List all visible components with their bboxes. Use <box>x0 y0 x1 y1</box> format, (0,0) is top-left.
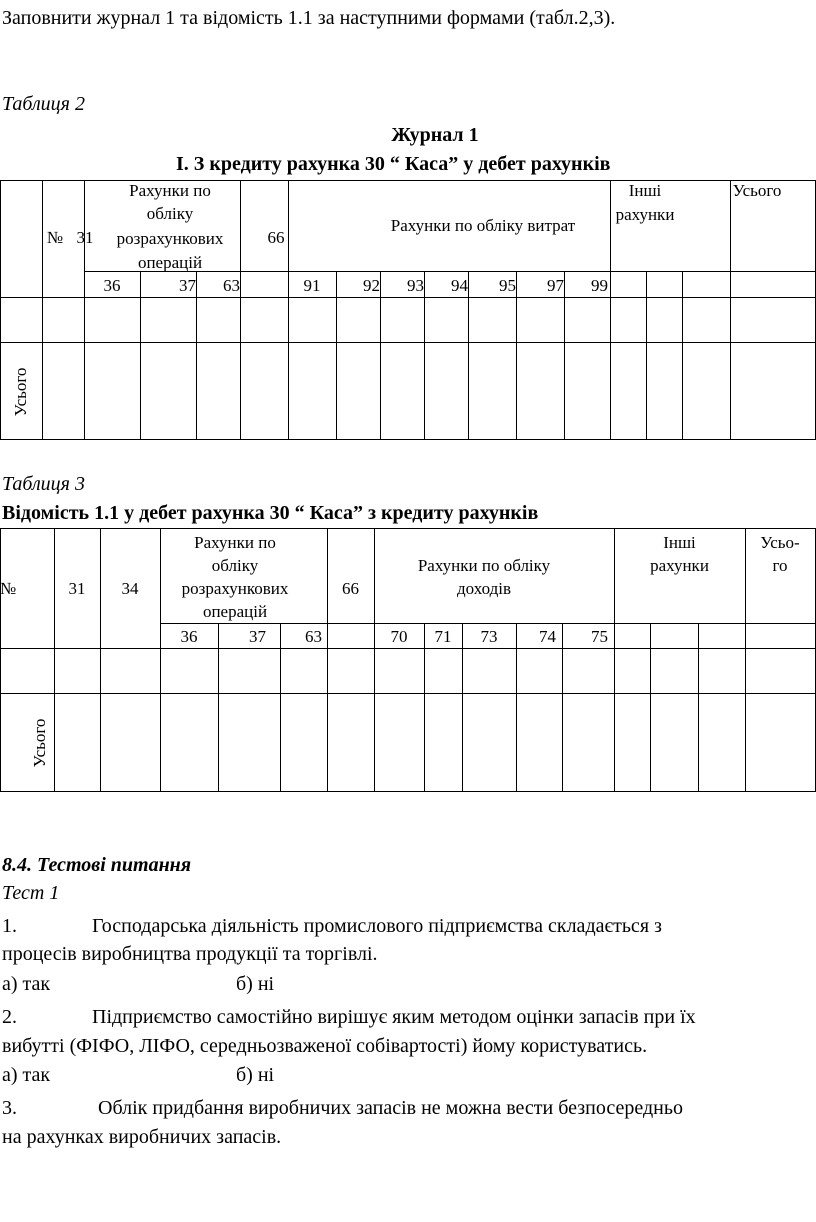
t3-sub-63: 63 <box>305 627 322 646</box>
t2-sub-92: 92 <box>363 276 380 295</box>
t2-header-settle-l2: обліку <box>146 204 194 223</box>
test-label: Тест 1 <box>2 882 60 904</box>
q1-option-a: а) так <box>2 973 51 995</box>
t3-row-total: Усього <box>30 718 49 768</box>
t3-sub-75: 75 <box>591 627 608 646</box>
t3-header-total-l2: го <box>772 556 788 575</box>
t3-header-34: 34 <box>121 579 139 598</box>
t3-header-66: 66 <box>342 579 359 598</box>
tests-heading: 8.4. Тестові питання <box>2 854 192 876</box>
t2-sub-36: 36 <box>103 276 121 295</box>
t2-header-costs: Рахунки по обліку витрат <box>390 216 576 235</box>
t3-sub-37: 37 <box>249 627 266 646</box>
t3-header-income-l2: доходів <box>457 579 511 598</box>
table2-subtitle: І. З кредиту рахунка 30 “ Каса” у дебет рахунків <box>176 153 611 175</box>
t3-header-settle-l1: Рахунки по <box>194 533 276 552</box>
q3-text-line2: на рахунках виробничих запасів. <box>2 1126 282 1148</box>
intro-text: Заповнити журнал 1 та відомість 1.1 за наступними формами (табл.2,3). <box>2 7 616 29</box>
q2-text-line2: вибутті (ФІФО, ЛІФО, середньозваженої собівартості) йому користуватись. <box>2 1035 648 1057</box>
t2-header-no: № <box>46 228 64 247</box>
q3-number: 3. <box>2 1097 17 1119</box>
t2-sub-94: 94 <box>451 276 468 295</box>
q2-option-b: б) ні <box>236 1064 275 1086</box>
t2-row-total: Усього <box>11 367 30 417</box>
t3-header-other-l2: рахунки <box>650 556 709 575</box>
t2-sub-37: 37 <box>179 276 196 295</box>
q2-text-line1: Підприємство самостійно вирішує яким методом оцінки запасів при їх <box>92 1006 696 1028</box>
t2-sub-93: 93 <box>407 276 424 295</box>
q1-option-b: б) ні <box>236 973 275 995</box>
t3-header-total-l1: Усьо- <box>760 533 800 552</box>
t3-sub-36: 36 <box>180 627 198 646</box>
table3-caption: Таблиця 3 <box>2 473 85 495</box>
t2-header-31: 31 <box>76 228 94 247</box>
t3-header-no: № <box>0 579 17 598</box>
table2-caption: Таблиця 2 <box>2 93 85 115</box>
t3-header-settle-l2: обліку <box>211 556 259 575</box>
t2-sub-91: 91 <box>303 276 321 295</box>
t3-header-settle-l3: розрахункових <box>181 579 289 598</box>
q1-text-line2: процесів виробництва продукції та торгівлі. <box>2 943 378 965</box>
t3-sub-70: 70 <box>390 627 408 646</box>
t2-header-66: 66 <box>267 228 285 247</box>
t2-sub-97: 97 <box>547 276 564 295</box>
t3-header-other-l1: Інші <box>663 533 696 552</box>
t2-header-total: Усього <box>732 181 782 200</box>
t3-header-31: 31 <box>68 579 86 598</box>
q3-text-line1: Облік придбання виробничих запасів не можна вести безпосередньо <box>98 1097 683 1119</box>
t3-sub-71: 71 <box>434 627 452 646</box>
t2-header-settle-l4: операцій <box>137 253 203 272</box>
t2-sub-95: 95 <box>499 276 516 295</box>
t2-sub-63: 63 <box>223 276 240 295</box>
q1-text-line1: Господарська діяльність промислового підприємства складається з <box>92 915 662 937</box>
table3-title: Відомість 1.1 у дебет рахунка 30 “ Каса” з кредиту рахунків <box>2 502 539 524</box>
t2-header-settle-l1: Рахунки по <box>129 181 211 200</box>
q1-number: 1. <box>2 915 17 937</box>
t3-header-income-l1: Рахунки по обліку <box>417 556 551 575</box>
t3-sub-73: 73 <box>480 627 498 646</box>
t3-header-settle-l4: операцій <box>202 602 268 621</box>
q2-option-a: а) так <box>2 1064 51 1086</box>
t2-sub-99: 99 <box>591 276 608 295</box>
table2-title: Журнал 1 <box>391 124 479 146</box>
t2-header-other-l2: рахунки <box>615 205 675 224</box>
t2-header-settle-l3: розрахункових <box>116 229 224 248</box>
t2-header-other-l1: Інші <box>628 181 662 200</box>
t3-sub-74: 74 <box>539 627 556 646</box>
q2-number: 2. <box>2 1006 17 1028</box>
